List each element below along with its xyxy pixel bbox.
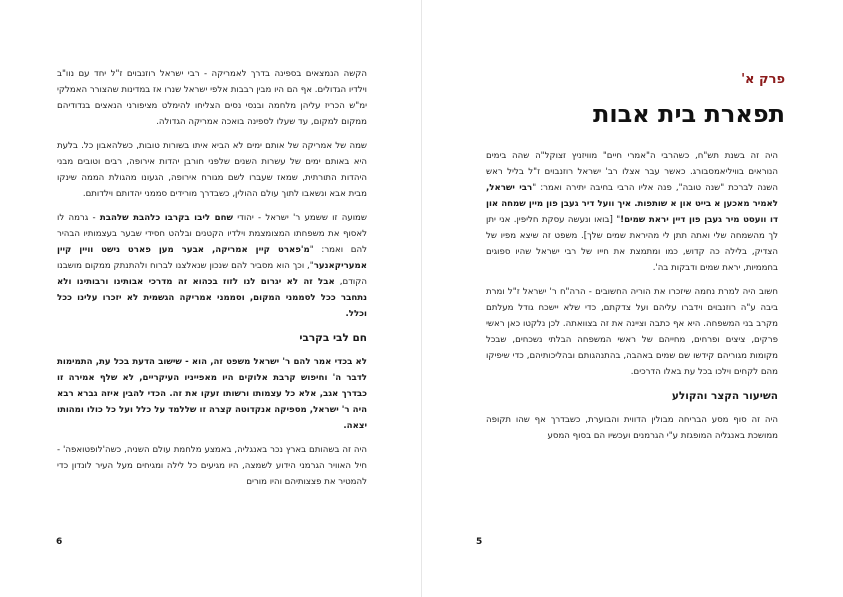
text-run: הקשה הנמצאים בספינה בדרך לאמריקה - רבי ישראל רוזנבוים ז"ל יחד עם נוו"ב וילדיו הגדולים. אף הם היו מבין רבבות אלפי ישראל שנרו אז במדינות שהצורר האמלקי ימ"ש הכריז עליהן מלחמה ובנסי נסים הצליחו להימלט מציפורני הנאצים בנדודיהם ממקום למקום, עד שעלו לספינה בואכה אמריקה הגדולה.: [57, 69, 367, 127]
right-section-heading: השיעור הקצר והקולע: [671, 390, 778, 402]
chapter-label: פרק א': [741, 72, 785, 87]
right-page: [421, 0, 843, 597]
page-number: 5: [476, 537, 483, 547]
text-run: היה זה בשנת תש"ח, כשהרבי ה"אמרי חיים" מוויזניץ זצוקל"ה שהה בימים הנוראים בוויליאמסבורג. כאשר עבר אצלו רב' ישראל רוזנבוים ז"ל בליל ראש השנה לברכת "שנה טובה", פנה אליו הרבי בחיבה יתירה ואמר: ": [486, 151, 778, 193]
left-paragraph-4: [57, 354, 367, 434]
text-run: שמועה זו ששמע ר' ישראל - יהודי: [233, 213, 367, 223]
right-paragraph-3: [486, 412, 778, 444]
text-run: שמה של אמריקה של אותם ימים לא הביא איתו בשורות טובות, כשלהאבון כל. בלעת היא באותם ימים של עשרות השנים שלפני חורבן יהדות אירופה, רבים וטובים מבני היהדות התורתית, שמאז שעברו לשם מגורח אירופה, הגעונו מהגולת הממה שינקו מבית אבא ונשאבו לתוך עולם ההולין, כשבדרך מורידים סממני יהדותם וילדותם.: [57, 141, 367, 199]
text-run: היה זה בשהותם בארץ נכר באנגליה, באמצע מלחמת עולם השניה, כשה'לופטואפה' - חיל האוויר הגרמני הידוע לשמצה, היו מגיעים כל לילה ומגיחים מעל העיר לונדון כדי להמטיר את פצצותיהם והיו מורים: [57, 445, 367, 487]
left-paragraph-2: [57, 138, 367, 202]
right-paragraph-1: [486, 148, 778, 276]
left-paragraph-5: [57, 442, 367, 490]
left-page-body: [57, 66, 367, 498]
left-section-heading: חם לבי בקרבי: [299, 332, 367, 344]
bold-text-run: אבל זה לא יגרום לנו לזוז בכהוא זה מדרכי אבותינו ורבותינו ולא נתחבר ככל לסממני המקום, וסממני אמריקה הגשמית לא יזכרו עלינו ככל וכלל.: [57, 277, 367, 319]
left-paragraph-1: [57, 66, 367, 130]
text-run: - גרמה לו לאסוף את משפחתו המצומצמת וילדיו הקטנים ובלהט חסידי שבער בעצמותיו הבהיר להם ואמר: ": [57, 213, 368, 255]
right-paragraph-2: [486, 284, 778, 380]
left-paragraph-3: [57, 210, 367, 322]
left-page: [0, 0, 421, 597]
text-run: היה זה סוף מסע הבריחה מבולין הדווית והבוערת, כשבדרך אף שהו תקופה ממושכת באנגליה המופגזת ע"י הגרמנים ועכשיו הם בסוף המסע: [486, 415, 778, 441]
text-run: חשוב היה למרת נחמה שיזכרו את הוריה החשובים - הרה"ח ר' ישראל ז"ל ומרת ביבה ע"ה רוזנבוים וידברו עליהם ועל צדקתם, כדי שלא יישכח גודל מעלתם מקרב בני המשפחה. היא אף כתבה וציינה את זה בצוואתה. לכן נלקטו כאן ראשי פרקים, ציצים ופרחים, מחייהם של ראשי המשפחה הבלתי נשכחים, שבכל מקומות מגוריהם קידשו שם שמים באהבה, בהתנהגותם ובהליכותיהם, כדי שיפיקו מהם לקחים וילכו בכל עת באלו הדרכים.: [486, 287, 778, 377]
text-run: ", וכך הוא מסביר להם שנכון שנאלצנו לברוח ולהתנתק ממקום מושבנו הקודם,: [57, 261, 367, 287]
right-page-body: [486, 148, 778, 452]
chapter-title: תפארת בית אבות: [592, 100, 785, 128]
bold-text-run: מ'פארט קיין אמריקה, אבער מען פארט נישט וויין קיין אמעריקאנער: [57, 245, 367, 271]
bold-text-run: שחם ליבו בקרבו כלהבת שלהבת: [99, 213, 233, 223]
bold-text-run: לא בכדי אמר להם ר' ישראל משפט זה, הוא - שישוב הדעת בכל עת, התמימות לדבר ה' וחיפוש קרבת אלוקים היו מאפייניו העיקריים, לא שלף אמירה זו כבדרך אגב, אלא כל עצמותו ורשותו זעקו את זה. הכדי להבין איזה גברא רבא היה ר' ישראל, מספיקה אנקדוטה קצרה זו שללמד על כלל ועל כל כולו ומהותו יצאה.: [57, 357, 367, 431]
bold-text-run: רבי ישראל, לאמיר מאכען א בייט און א שותפות. איך וועל דיר געבן פון מיין שמחה און דו וועסט מיר געבן פון דיין יראת שמים!: [486, 183, 778, 225]
page-number: 6: [56, 537, 63, 547]
text-run: " [בואו ונעשה עסקת חליפין. אני יתן לך מהשמחה שלי ואתה תתן לי מהיראת שמים שלך]. משפט זה שיצא מפיו של הצדיק, בלילה כה קדוש, כמו ומתמצת את חייו של רבי ישראל שהיו ספוגים בחממיות, יראת שמים ודבקות בה'.: [486, 215, 778, 273]
